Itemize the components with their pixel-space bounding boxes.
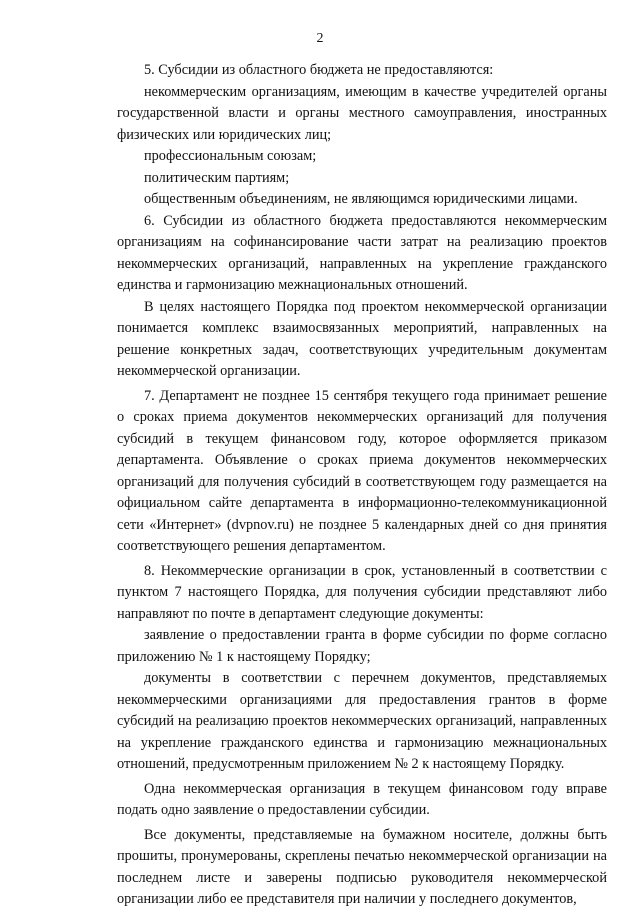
paragraph-project-definition: В целях настоящего Порядка под проектом некоммерческой организации понимается комплекс взаимосвязанных мероприятий, направленных на решение конкретных задач, соответствующих учредительным документам некоммерческой организации. (117, 298, 607, 379)
paragraph-6: 6. Субсидии из областного бюджета предоставляются некоммерческим организациям на софинансирование части затрат на реализацию проектов некоммерческих организаций, направленных на укрепление гражданского единства и гармонизацию межнациональных отношений. (117, 212, 607, 293)
list-item-public-associations: общественным объединениям, не являющимся юридическими лицами. (144, 191, 578, 207)
list-item-ngo-founders: некоммерческим организациям, имеющим в качестве учредителей органы государственной власти и органы местного самоуправления, иностранных физических или юридических лиц; (117, 83, 607, 143)
list-item-application: заявление о предоставлении гранта в форме субсидии по форме согласно приложению № 1 к настоящему Порядку; (117, 627, 607, 665)
paragraph-single-application: Одна некоммерческая организация в текущем финансовом году вправе подать одно заявление о предоставлении субсидии. (117, 780, 607, 818)
paragraph-8: 8. Некоммерческие организации в срок, установленный в соответствии с пунктом 7 настоящего Порядка, для получения субсидии представляют либо направляют по почте в департамент следующие документы: (117, 562, 607, 622)
page-number: 2 (316, 31, 324, 46)
paragraph-paper-documents: Все документы, представляемые на бумажном носителе, должны быть прошиты, пронумерованы, скреплены печатью некоммерческой организации на последнем листе и заверены подписью руководителя некоммерческой организации либо ее представителя при наличии у последнего документов, (117, 826, 607, 907)
list-item-trade-unions: профессиональным союзам; (144, 148, 317, 164)
document-body (117, 60, 607, 911)
paragraph-5-heading: 5. Субсидии из областного бюджета не предоставляются: (144, 62, 494, 78)
list-item-documents: документы в соответствии с перечнем документов, представляемых некоммерческими организациями для предоставления грантов в форме субсидий на реализацию проектов некоммерческих организаций, направленных на укрепление гражданского единства и гармонизацию межнациональных отношений, предусмотренным приложением № 2 к настоящему Порядку. (117, 670, 607, 772)
list-item-political-parties: политическим партиям; (144, 169, 290, 186)
paragraph-7: 7. Департамент не позднее 15 сентября текущего года принимает решение о сроках приема документов некоммерческих организаций для получения субсидий в текущем финансовом году, которое оформляется приказом департамента. Объявление о сроках приема документов некоммерческих организаций для получения субсидий в соответствующем году размещается на официальном сайте департамента в информационно-телекоммуникационной сети «Интернет» (dvpnov.ru) не позднее 5 календарных дней со дня принятия соответствующего решения департаментом. (117, 387, 607, 554)
